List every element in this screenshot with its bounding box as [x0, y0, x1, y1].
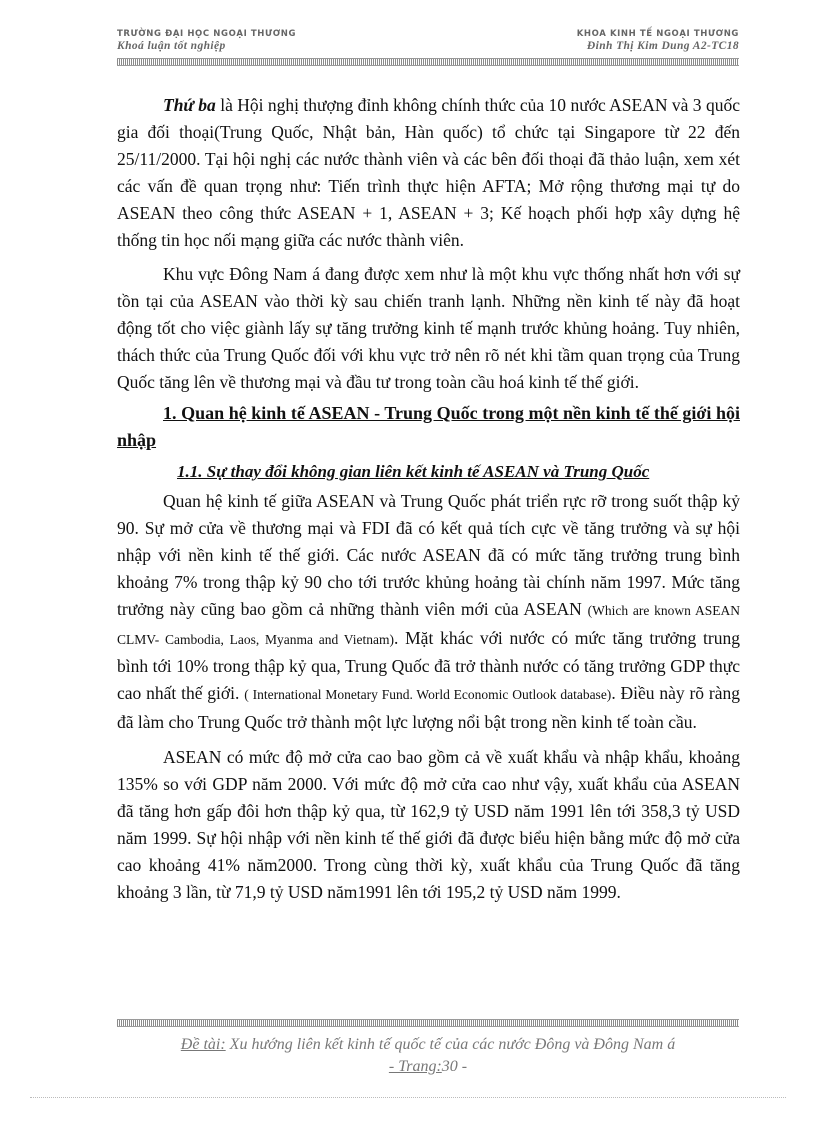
- paragraph-2: Khu vực Đông Nam á đang được xem như là một khu vực thống nhất hơn với sự tồn tại của ASEAN vào thời kỳ sau chiến tranh lạnh. Những nền kinh tế này đã hoạt động tốt cho việc giành lấy sự tăng trưởng kinh tế mạnh trước khủng hoảng. Tuy nhiên, thách thức của Trung Quốc đối với khu vực trở nên rõ nét khi tầm quan trọng của Trung Quốc tăng lên về thương mại và đầu tư trong toàn cầu hoá kinh tế thế giới.: [117, 264, 740, 393]
- header-right: [577, 28, 739, 52]
- footer-topic: [117, 1034, 739, 1056]
- paragraph-3-note-1: (Which are known ASEAN CLMV- Cambodia, Laos, Myanma and Vietnam): [117, 602, 740, 647]
- footer-topic-label: Đề tài:: [180, 1036, 226, 1053]
- page-footer: [117, 1034, 739, 1078]
- header-school: TRƯỜNG ĐẠI HỌC NGOẠI THƯƠNG: [117, 29, 297, 39]
- paragraph-4: ASEAN có mức độ mở cửa cao bao gồm cả về xuất khẩu và nhập khẩu, khoảng 135% so với GDP năm 2000. Với mức độ mở cửa cao như vậy, xuất khẩu của ASEAN đã tăng hơn gấp đôi hơn thập kỷ qua, từ 162,9 tỷ USD năm 1991 lên tới 358,3 tỷ USD năm 1999. Sự hội nhập với nền kinh tế thế giới đã được biểu hiện bằng mức độ mở cửa cao khoảng 41% năm2000. Trong cùng thời kỳ, xuất khẩu của Trung Quốc đã tăng khoảng 3 lần, từ 71,9 tỷ USD năm1991 lên tới 195,2 tỷ USD năm 1999.: [117, 747, 740, 902]
- subsection-heading: 1.1. Sự thay đổi không gian liên kết kinh tế ASEAN và Trung Quốc: [177, 461, 650, 481]
- header-faculty: KHOA KINH TẾ NGOẠI THƯƠNG: [576, 29, 739, 39]
- paragraph-1-lead: Thứ ba: [163, 95, 216, 115]
- footer-page-number: 30: [441, 1058, 458, 1075]
- section-heading: 1. Quan hệ kinh tế ASEAN - Trung Quốc trong một nền kinh tế thế giới hội nhập: [117, 402, 740, 450]
- paragraph-3-text-a: Quan hệ kinh tế giữa ASEAN và Trung Quốc phát triển rực rỡ trong suốt thập kỷ 90. Sự mở cửa về thương mại và FDI đã có kết quả tích cực về tăng trưởng và sự hội nhập với nền kinh tế thế giới. Các nước ASEAN đã có mức tăng trưởng trung bình khoảng 7% trong thập kỷ 90 cho tới trước khủng hoảng tài chính năm 1997. Mức tăng trưởng này cũng bao gồm cả những thành viên mới của ASEAN: [117, 490, 740, 619]
- footer-page-label: - Trang:: [388, 1058, 442, 1075]
- paragraph-3-text-c: . Điều này rõ ràng đã làm cho Trung Quốc trở thành một lực lượng nổi bật trong nền kinh tế toàn cầu.: [117, 683, 740, 733]
- header-divider: [117, 58, 739, 66]
- paragraph-3: [117, 488, 740, 736]
- footer-page: [117, 1056, 739, 1078]
- footer-topic-title: Xu hướng liên kết kinh tế quốc tế của các nước Đông và Đông Nam á: [225, 1036, 676, 1053]
- header-author: Đinh Thị Kim Dung A2-TC18: [586, 40, 739, 52]
- paragraph-3-text-b: . Mặt khác với nước có mức tăng trưởng trung bình tới 10% trong thập kỷ qua, Trung Quốc đã trở thành nước có tăng trưởng GDP thực cao nhất thế giới.: [117, 627, 740, 704]
- header-thesis: Khoá luận tốt nghiệp: [117, 40, 226, 52]
- page-content: [117, 92, 740, 906]
- paragraph-1-text: là Hội nghị thượng đỉnh không chính thức của 10 nước ASEAN và 3 quốc gia đối thoại(Trung Quốc, Nhật bản, Hàn quốc) tổ chức tại Singapore từ 22 đến 25/11/2000. Tại hội nghị các nước thành viên và các bên đối thoại đã thảo luận, xem xét các vấn đề quan trọng như: Tiến trình thực hiện AFTA; Mở rộng thương mại tự do ASEAN theo công thức ASEAN + 1, ASEAN + 3; Kế hoạch phối hợp xây dựng hệ thống tin học nối mạng giữa các nước thành viên.: [117, 95, 740, 250]
- header-left: [117, 28, 296, 52]
- page-edge-dots: [30, 1097, 786, 1098]
- paragraph-1: [117, 92, 740, 253]
- footer-divider: [117, 1019, 739, 1027]
- footer-page-suffix: -: [457, 1058, 468, 1075]
- paragraph-3-note-2: ( International Monetary Fund. World Economic Outlook database): [244, 687, 612, 703]
- page-header: [117, 26, 739, 56]
